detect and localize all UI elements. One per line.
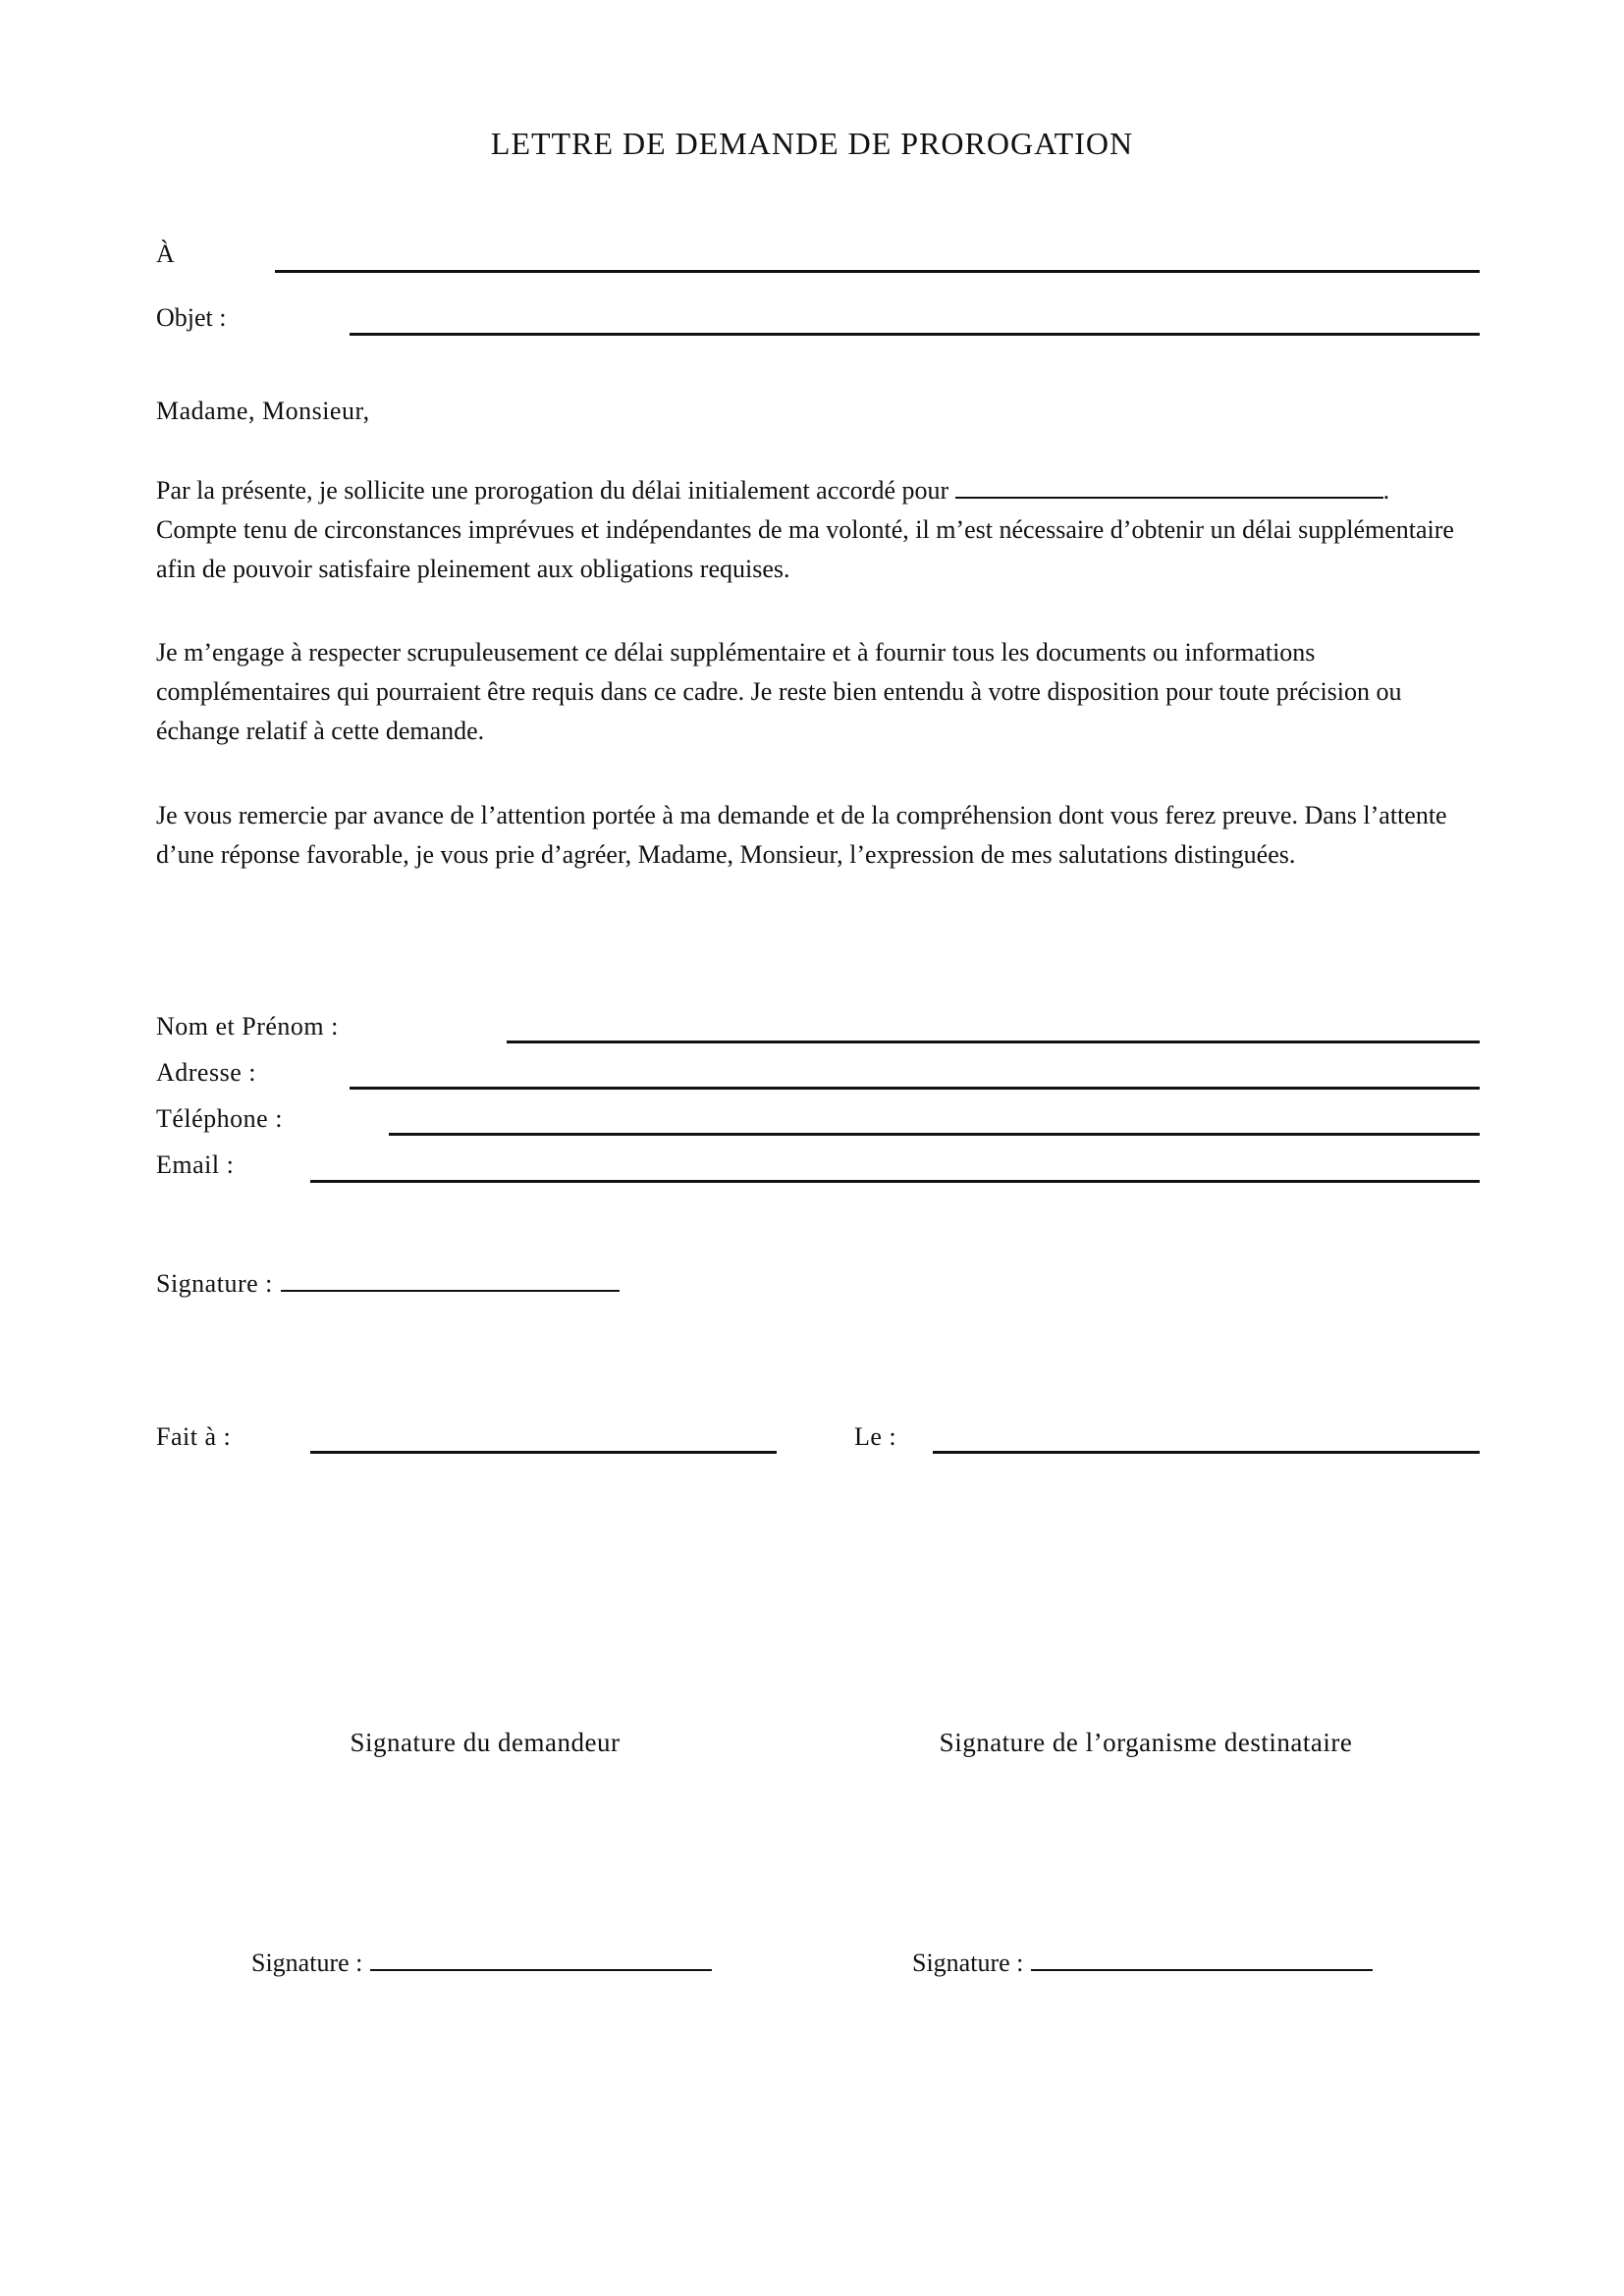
to-field[interactable] <box>275 270 1480 273</box>
address-label: Adresse : <box>156 1058 256 1087</box>
place-label: Fait à : <box>156 1422 232 1451</box>
subject-field[interactable] <box>350 333 1480 336</box>
signature-row <box>156 1266 620 1301</box>
recipient-signature-heading: Signature de l’organisme destinataire <box>939 1728 1353 1757</box>
recipient-signature-field[interactable] <box>1031 1946 1373 1971</box>
page-title: LETTRE DE DEMANDE DE PROROGATION <box>490 126 1134 161</box>
address-field[interactable] <box>350 1087 1480 1090</box>
place-field[interactable] <box>310 1451 777 1454</box>
paragraph-request <box>156 471 1477 589</box>
paragraph-request-period: . <box>1382 476 1390 505</box>
paragraph-commitment: Je m’engage à respecter scrupuleusement ce délai supplémentaire et à fournir tous les documents ou informations complémentaires qui pourraient être requis dans ce cadre. Je reste bien entendu à votre disposition pour toute précision ou échange relatif à cette demande. <box>156 638 1402 745</box>
paragraph-closing: Je vous remercie par avance de l’attention portée à ma demande et de la compréhension dont vous ferez preuve. Dans l’attente d’une réponse favorable, je vous prie d’agréer, Madame, Monsieur, l’expression de mes salutations distinguées. <box>156 801 1447 869</box>
paragraph-request-start: Par la présente, je sollicite une prorogation du délai initialement accordé pour <box>156 476 949 505</box>
phone-field[interactable] <box>389 1133 1480 1136</box>
signature-field[interactable] <box>281 1266 620 1292</box>
applicant-signature-label: Signature : <box>251 1949 363 1977</box>
subject-label: Objet : <box>156 303 227 332</box>
to-label: À <box>156 240 175 268</box>
name-field[interactable] <box>507 1041 1480 1043</box>
salutation: Madame, Monsieur, <box>156 397 370 425</box>
date-field[interactable] <box>933 1451 1480 1454</box>
applicant-signature-heading: Signature du demandeur <box>350 1728 621 1757</box>
applicant-signature-field[interactable] <box>370 1946 712 1971</box>
applicant-signature-row <box>251 1946 712 1980</box>
phone-label: Téléphone : <box>156 1104 283 1133</box>
signature-label: Signature : <box>156 1269 273 1298</box>
date-label: Le : <box>854 1422 897 1451</box>
recipient-signature-label: Signature : <box>912 1949 1024 1977</box>
email-field[interactable] <box>310 1180 1480 1183</box>
name-label: Nom et Prénom : <box>156 1012 339 1041</box>
paragraph-request-rest: Compte tenu de circonstances imprévues et indépendantes de ma volonté, il m’est nécessaire d’obtenir un délai supplémentaire afin de pouvoir satisfaire pleinement aux obligations requises. <box>156 515 1454 583</box>
purpose-field[interactable] <box>955 475 1383 499</box>
email-label: Email : <box>156 1150 235 1179</box>
recipient-signature-row <box>912 1946 1373 1980</box>
